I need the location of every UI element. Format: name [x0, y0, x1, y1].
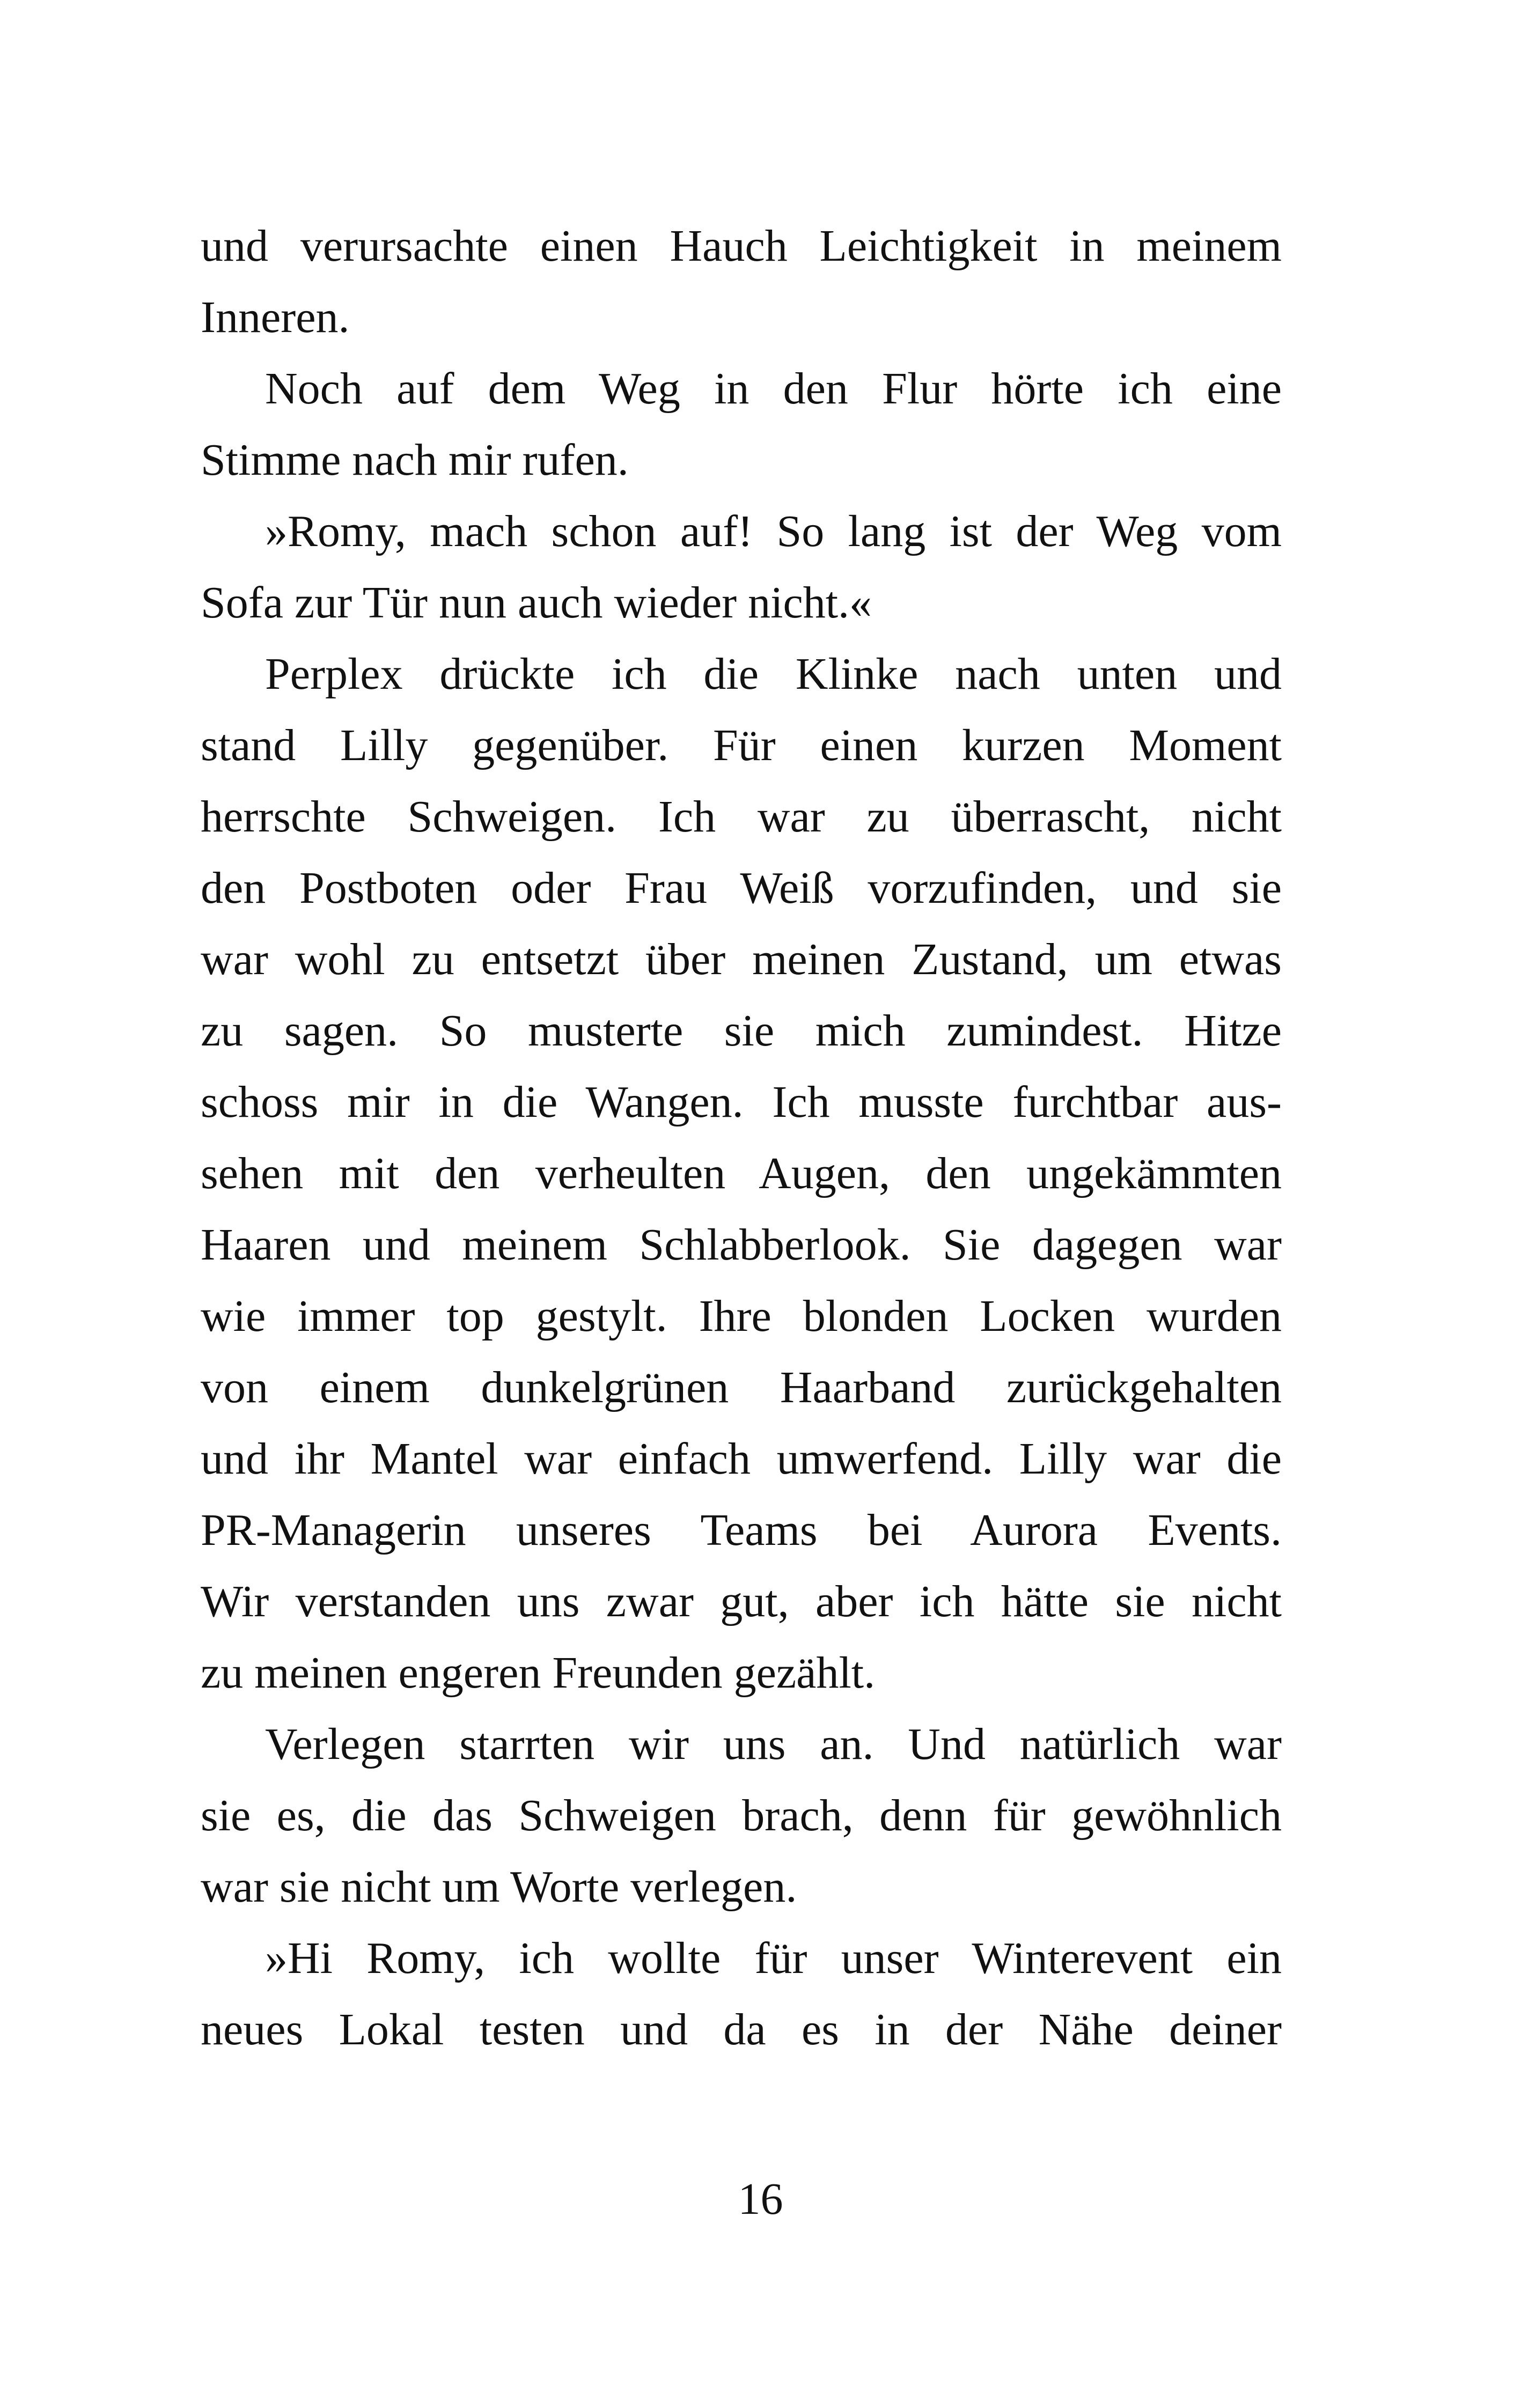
text-line: sehen mit den verheulten Augen, den ungekämmten [201, 1148, 1282, 1198]
text-line: war wohl zu entsetzt über meinen Zustand, um etwas [201, 934, 1282, 984]
text-line: Sofa zur Tür nun auch wieder nicht.« [201, 578, 872, 628]
text-line: Inneren. [201, 292, 350, 342]
body-text [201, 210, 1282, 2065]
text-line: stand Lilly gegenüber. Für einen kurzen Moment [201, 720, 1282, 770]
text-line: Stimme nach mir rufen. [201, 435, 629, 485]
text-line: zu meinen engeren Freunden gezählt. [201, 1648, 876, 1698]
text-line: wie immer top gestylt. Ihre blonden Locken wurden [201, 1291, 1282, 1341]
page-number: 16 [738, 2174, 783, 2224]
text-line: und ihr Mantel war einfach umwerfend. Lilly war die [201, 1434, 1282, 1484]
text-line: herrschte Schweigen. Ich war zu überrascht, nicht [201, 792, 1282, 842]
text-line: neues Lokal testen und da es in der Nähe deiner [201, 2005, 1282, 2054]
text-line: Perplex drückte ich die Klinke nach unten und [265, 649, 1282, 699]
text-line: den Postboten oder Frau Weiß vorzufinden, und sie [201, 863, 1282, 913]
text-line: Haaren und meinem Schlabberlook. Sie dagegen war [201, 1220, 1282, 1270]
text-line: PR-Managerin unseres Teams bei Aurora Events. [201, 1505, 1282, 1555]
text-line: war sie nicht um Worte verlegen. [201, 1862, 797, 1912]
text-line: Verlegen starrten wir uns an. Und natürlich war [265, 1719, 1282, 1769]
text-line: schoss mir in die Wangen. Ich musste furchtbar aus- [201, 1077, 1282, 1127]
text-line: »Hi Romy, ich wollte für unser Winterevent ein [265, 1933, 1282, 1983]
text-line: sie es, die das Schweigen brach, denn für gewöhnlich [201, 1791, 1282, 1840]
text-line: zu sagen. So musterte sie mich zumindest. Hitze [201, 1006, 1282, 1056]
text-line: und verursachte einen Hauch Leichtigkeit in meinem [201, 221, 1282, 271]
text-line: Wir verstanden uns zwar gut, aber ich hätte sie nicht [201, 1577, 1282, 1626]
text-line: »Romy, mach schon auf! So lang ist der Weg vom [265, 506, 1282, 556]
text-line: Noch auf dem Weg in den Flur hörte ich eine [265, 364, 1282, 414]
text-line: von einem dunkelgrünen Haarband zurückgehalten [201, 1363, 1282, 1412]
